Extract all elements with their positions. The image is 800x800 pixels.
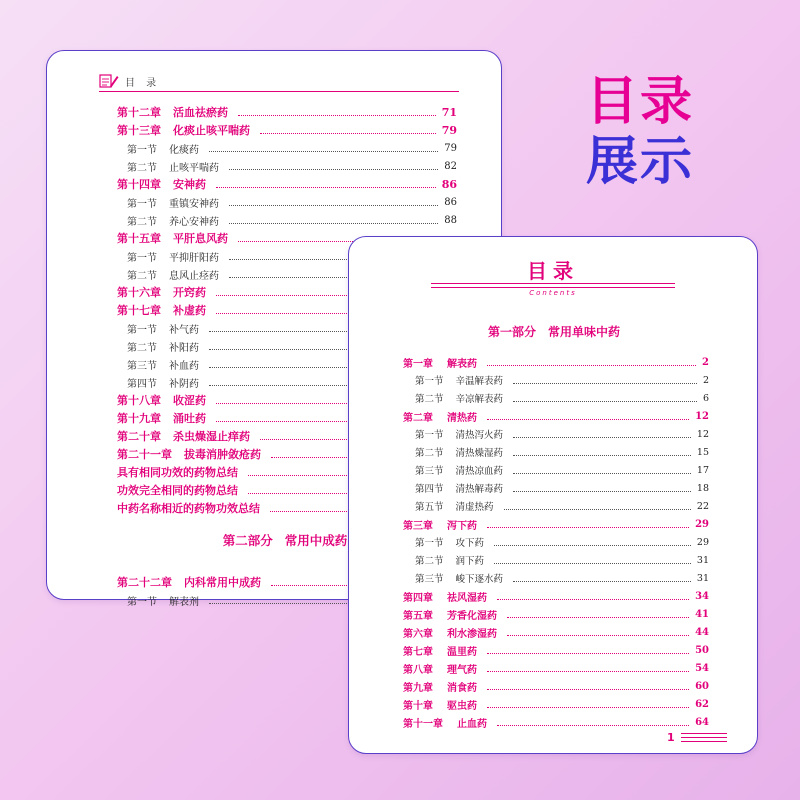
toc-entry-number: 第二节: [415, 556, 444, 567]
toc-entry-label: [415, 553, 488, 567]
toc-leader-dots: [209, 150, 438, 152]
toc-entry-label: [403, 697, 481, 712]
toc-entry-title: 补血药: [169, 360, 199, 372]
toc-entry-page: 34: [695, 590, 709, 602]
toc-entry-title: 补阳药: [169, 342, 199, 354]
toc-entry-title: 清虚热药: [455, 502, 494, 513]
pencil-notebook-icon: [99, 73, 119, 89]
toc-entry-title: 辛温解表药: [455, 376, 504, 387]
toc-entry-number: 第七章: [403, 646, 433, 658]
toc-entry-title: 化痰止咳平喘药: [173, 124, 250, 137]
toc-entry-label: [127, 267, 223, 282]
toc-entry-label: [117, 176, 210, 192]
toc-entry-label: [117, 428, 254, 444]
toc-section-entry: [117, 211, 457, 229]
toc-entry-number: 第二节: [127, 270, 157, 282]
toc-entry-title: 驱虫药: [447, 700, 477, 712]
toc-entry-number: 第一节: [415, 376, 444, 387]
toc-entry-label: [127, 159, 223, 174]
toc-entry-title: 清热药: [447, 412, 477, 424]
toc-chapter-entry: [403, 713, 709, 731]
toc-entry-number: 第二节: [127, 342, 157, 354]
toc-entry-page: 54: [695, 662, 709, 674]
toc-entry-label: [403, 355, 481, 370]
toc-section-entry: [403, 497, 709, 515]
toc-leader-dots: [513, 436, 691, 438]
toc-part-heading: [403, 317, 709, 345]
headline-line-1: 目录: [585, 72, 694, 132]
toc-entry-label: [403, 409, 481, 424]
toc-entry-page: 62: [695, 698, 709, 710]
toc-entry-label: [117, 410, 210, 426]
toc-entry-label: [415, 445, 507, 459]
toc-chapter-entry: [403, 605, 709, 623]
toc-entry-title: 祛风湿药: [447, 592, 487, 604]
toc-entry-label: [415, 391, 507, 405]
toc-entry-label: [117, 574, 265, 590]
toc-entry-title: 中药名称相近的药物功效总结: [117, 502, 260, 515]
toc-leader-dots: [497, 598, 689, 600]
toc-leader-dots: [487, 364, 696, 366]
toc-entry-number: 第一节: [127, 144, 157, 156]
toc-entry-title: 息风止痉药: [169, 270, 219, 282]
toc-leader-dots: [513, 580, 691, 582]
toc-entry-number: 第三节: [415, 574, 444, 585]
toc-leader-dots: [229, 222, 438, 224]
toc-entry-title: 养心安神药: [169, 216, 219, 228]
toc-entry-label: [403, 607, 501, 622]
toc-entry-number: 第十八章: [117, 394, 161, 407]
toc-entry-label: [117, 392, 210, 408]
toc-entry-label: [415, 373, 507, 387]
toc-entry-title: 止咳平喘药: [169, 162, 219, 174]
toc-entry-page: 64: [695, 716, 709, 728]
toc-entry-page: 79: [441, 123, 457, 137]
back-page-header: [99, 73, 160, 89]
toc-entry-label: [403, 625, 501, 640]
toc-entry-title: 杀虫燥湿止痒药: [173, 430, 250, 443]
toc-entry-number: 第二节: [415, 394, 444, 405]
toc-entry-title: 补虚药: [173, 304, 206, 317]
toc-entry-number: 第十三章: [117, 124, 161, 137]
toc-entry-label: [117, 284, 210, 300]
toc-entry-page: 2: [702, 374, 709, 386]
toc-entry-number: 第一节: [127, 252, 157, 264]
toc-chapter-entry: [117, 121, 457, 139]
toc-entry-number: 第三章: [403, 520, 433, 532]
toc-leader-dots: [487, 418, 689, 420]
toc-entry-number: 第六章: [403, 628, 433, 640]
toc-section-entry: [117, 193, 457, 211]
toc-chapter-entry: [117, 103, 457, 121]
toc-leader-dots: [229, 204, 438, 206]
toc-entry-title: 开窍药: [173, 286, 206, 299]
toc-entry-label: [415, 463, 507, 477]
toc-chapter-entry: [403, 677, 709, 695]
toc-entry-title: 常用单味中药: [548, 324, 621, 339]
toc-entry-label: [415, 481, 507, 495]
toc-section-entry: [403, 479, 709, 497]
toc-leader-dots: [507, 634, 689, 636]
toc-entry-number: 第十一章: [403, 718, 443, 730]
toc-entry-page: 12: [695, 410, 709, 422]
toc-entry-number: 第十六章: [117, 286, 161, 299]
toc-entry-label: [403, 679, 481, 694]
toc-entry-page: 88: [444, 214, 457, 226]
toc-entry-label: [127, 339, 203, 354]
toc-leader-dots: [513, 472, 691, 474]
toc-entry-number: 第四章: [403, 592, 433, 604]
front-page-title: 目录: [527, 259, 579, 283]
toc-chapter-entry: [403, 623, 709, 641]
toc-entry-title: 功效完全相同的药物总结: [117, 484, 238, 497]
toc-entry-number: 第二部分: [222, 533, 273, 548]
toc-section-entry: [403, 389, 709, 407]
toc-entry-title: 化痰药: [169, 144, 199, 156]
toc-entry-label: [127, 357, 203, 372]
toc-entry-title: 清热凉血药: [455, 466, 504, 477]
toc-entry-label: [127, 213, 223, 228]
toc-entry-page: 29: [695, 518, 709, 530]
toc-entry-page: 60: [695, 680, 709, 692]
toc-entry-label: [127, 593, 203, 608]
toc-entry-number: 第五章: [403, 610, 433, 622]
toc-entry-page: 79: [444, 142, 457, 154]
toc-entry-title: 芳香化湿药: [447, 610, 497, 622]
toc-chapter-entry: [117, 175, 457, 193]
toc-entry-title: 具有相同功效的药物总结: [117, 466, 238, 479]
toc-leader-dots: [487, 526, 689, 528]
toc-leader-dots: [513, 382, 697, 384]
toc-entry-page: 82: [444, 160, 457, 172]
toc-entry-page: 22: [696, 500, 709, 512]
toc-entry-number: 第九章: [403, 682, 433, 694]
back-page-header-text: 目 录: [125, 77, 161, 89]
toc-entry-number: 第一节: [127, 324, 157, 336]
toc-entry-title: 润下药: [455, 556, 485, 567]
toc-entry-number: 第二十二章: [117, 576, 172, 589]
toc-entry-label: [127, 141, 203, 156]
toc-entry-title: 拔毒消肿敛疮药: [184, 448, 261, 461]
toc-entry-label: [117, 446, 265, 462]
toc-entry-number: 第十四章: [117, 178, 161, 191]
toc-entry-number: 第八章: [403, 664, 433, 676]
toc-entry-label: [415, 499, 498, 513]
toc-entry-number: 第二节: [127, 162, 157, 174]
toc-entry-number: 第一节: [127, 198, 157, 210]
toc-entry-label: [127, 249, 223, 264]
toc-entry-label: [223, 531, 352, 549]
toc-entry-number: 第二章: [403, 412, 433, 424]
toc-entry-page: 31: [696, 554, 709, 566]
toc-entry-number: 第四节: [415, 484, 444, 495]
toc-entry-title: 安神药: [173, 178, 206, 191]
toc-entry-number: 第一章: [403, 358, 433, 370]
toc-entry-title: 活血祛瘀药: [173, 106, 228, 119]
toc-entry-page: 15: [696, 446, 709, 458]
toc-entry-title: 平抑肝阳药: [169, 252, 219, 264]
toc-entry-title: 重镇安神药: [169, 198, 219, 210]
toc-entry-label: [117, 302, 210, 318]
toc-entry-number: 第十七章: [117, 304, 161, 317]
front-toc-list: [403, 317, 709, 731]
toc-leader-dots: [229, 168, 438, 170]
toc-entry-page: 31: [696, 572, 709, 584]
toc-entry-number: 第四节: [127, 378, 157, 390]
toc-entry-label: [403, 643, 481, 658]
toc-entry-title: 消食药: [447, 682, 477, 694]
toc-leader-dots: [513, 400, 697, 402]
toc-entry-number: 第一部分: [487, 324, 536, 339]
toc-leader-dots: [494, 544, 691, 546]
headline-line-2: 展示: [585, 132, 694, 192]
toc-chapter-entry: [403, 515, 709, 533]
toc-entry-number: 第二节: [127, 216, 157, 228]
toc-chapter-entry: [403, 587, 709, 605]
toc-leader-dots: [487, 706, 689, 708]
toc-entry-label: [117, 104, 232, 120]
page-footer-lines: [681, 733, 727, 745]
toc-entry-title: 常用中成药: [284, 533, 348, 548]
toc-entry-title: 峻下逐水药: [455, 574, 504, 585]
toc-entry-number: 第二十章: [117, 430, 161, 443]
toc-entry-label: [117, 230, 232, 246]
toc-entry-label: [127, 195, 223, 210]
toc-entry-number: 第十五章: [117, 232, 161, 245]
toc-leader-dots: [260, 132, 436, 134]
toc-chapter-entry: [403, 353, 709, 371]
toc-entry-label: [403, 589, 491, 604]
toc-entry-title: 涌吐药: [173, 412, 206, 425]
toc-entry-title: 清热解毒药: [455, 484, 504, 495]
toc-leader-dots: [238, 114, 436, 116]
toc-entry-title: 补阴药: [169, 378, 199, 390]
toc-entry-title: 收涩药: [173, 394, 206, 407]
toc-entry-title: 内科常用中成药: [184, 576, 261, 589]
toc-leader-dots: [494, 562, 691, 564]
toc-entry-title: 解表剂: [169, 596, 199, 608]
toc-entry-label: [488, 323, 624, 340]
toc-entry-label: [415, 427, 507, 441]
toc-section-entry: [403, 533, 709, 551]
toc-entry-title: 解表药: [447, 358, 477, 370]
toc-chapter-entry: [403, 659, 709, 677]
toc-entry-page: 6: [702, 392, 709, 404]
toc-section-entry: [403, 461, 709, 479]
toc-entry-number: 第十二章: [117, 106, 161, 119]
toc-entry-title: 止血药: [457, 718, 487, 730]
toc-entry-number: 第十九章: [117, 412, 161, 425]
toc-entry-number: 第三节: [415, 466, 444, 477]
toc-leader-dots: [507, 616, 689, 618]
toc-chapter-entry: [403, 407, 709, 425]
toc-entry-title: 攻下药: [455, 538, 485, 549]
toc-section-entry: [403, 551, 709, 569]
toc-entry-page: 71: [441, 105, 457, 119]
toc-entry-label: [403, 661, 481, 676]
toc-entry-label: [117, 500, 264, 516]
toc-entry-title: 清热泻火药: [455, 430, 504, 441]
toc-leader-dots: [487, 652, 689, 654]
toc-entry-page: 41: [695, 608, 709, 620]
toc-entry-title: 辛凉解表药: [455, 394, 504, 405]
toc-section-entry: [403, 425, 709, 443]
toc-entry-label: [127, 375, 203, 390]
toc-entry-title: 清热燥湿药: [455, 448, 504, 459]
toc-leader-dots: [513, 490, 691, 492]
toc-entry-title: 平肝息风药: [173, 232, 228, 245]
toc-entry-number: 第一节: [127, 596, 157, 608]
toc-entry-label: [117, 122, 254, 138]
toc-chapter-entry: [403, 695, 709, 713]
toc-chapter-entry: [403, 641, 709, 659]
toc-entry-label: [415, 571, 507, 585]
toc-entry-title: 理气药: [447, 664, 477, 676]
toc-entry-number: 第二节: [415, 448, 444, 459]
toc-entry-number: 第二十一章: [117, 448, 172, 461]
toc-entry-label: [403, 517, 481, 532]
toc-entry-page: 44: [695, 626, 709, 638]
toc-entry-page: 50: [695, 644, 709, 656]
toc-section-entry: [117, 157, 457, 175]
front-page-subtitle: Contents: [529, 289, 577, 297]
toc-entry-label: [117, 482, 242, 498]
toc-entry-number: 第一节: [415, 430, 444, 441]
toc-entry-page: 86: [441, 177, 457, 191]
toc-entry-number: 第五节: [415, 502, 444, 513]
toc-section-entry: [403, 371, 709, 389]
toc-section-entry: [403, 443, 709, 461]
toc-entry-page: 29: [696, 536, 709, 548]
toc-entry-number: 第十章: [403, 700, 433, 712]
toc-entry-number: 第三节: [127, 360, 157, 372]
back-header-rule: [99, 91, 459, 92]
headline: [575, 72, 705, 192]
page-number: 1: [667, 731, 675, 744]
front-title-block: [349, 255, 757, 297]
toc-entry-page: 17: [696, 464, 709, 476]
toc-section-entry: [117, 139, 457, 157]
toc-entry-title: 补气药: [169, 324, 199, 336]
toc-section-entry: [403, 569, 709, 587]
toc-leader-dots: [497, 724, 689, 726]
toc-entry-page: 86: [444, 196, 457, 208]
toc-entry-label: [127, 321, 203, 336]
toc-leader-dots: [216, 186, 436, 188]
toc-entry-page: 12: [696, 428, 709, 440]
front-toc-page: [348, 236, 758, 754]
toc-entry-label: [117, 464, 242, 480]
toc-entry-page: 2: [702, 356, 709, 368]
toc-entry-page: 18: [696, 482, 709, 494]
toc-leader-dots: [513, 454, 691, 456]
toc-entry-title: 泻下药: [447, 520, 477, 532]
toc-entry-label: [415, 535, 488, 549]
toc-leader-dots: [487, 688, 689, 690]
toc-leader-dots: [487, 670, 689, 672]
toc-entry-title: 利水渗湿药: [447, 628, 497, 640]
toc-entry-title: 温里药: [447, 646, 477, 658]
toc-entry-label: [403, 715, 491, 730]
toc-leader-dots: [504, 508, 691, 510]
toc-entry-number: 第一节: [415, 538, 444, 549]
